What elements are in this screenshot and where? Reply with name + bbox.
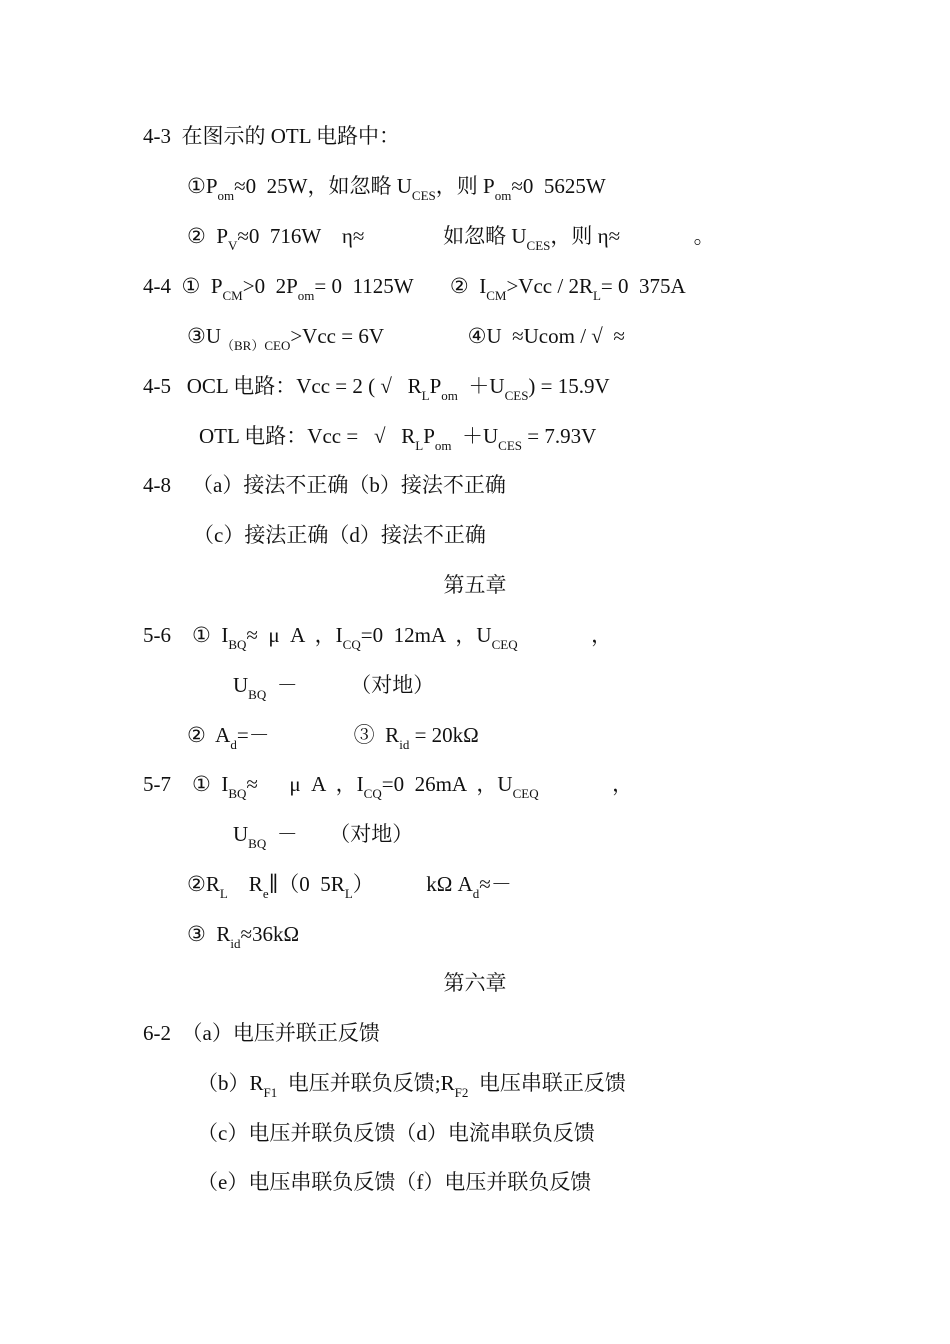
problem-5-7-line-1: 5-7 ① $I_{BQ}\approx$ μ A ，$I_{CQ}=0$ 26mA ，$U_{CEQ}$ ， [143, 772, 634, 801]
problem-5-7-line-4: ③ $R_{id}\approx 36k\Omega$ [187, 922, 300, 951]
problem-4-5-ocl: 4-5 OCL 电路：Vcc = 2 ( √ $R_LP_{om} +U_{CES}) = 15.9V$ [143, 374, 610, 403]
problem-4-8-line-1: 4-8 （a）接法不正确（b）接法不正确 [143, 473, 506, 497]
problem-5-6-line-3: ② $A_d=-$ ③ $R_{id} = 20k\Omega$ [187, 723, 479, 752]
problem-5-6-line-2: $U_{BQ}$ － （对地） [233, 673, 435, 702]
problem-5-7-line-3: $②R_L$ $R_e\parallel(0$ $5R_L$） kΩ $A_d\approx-$ [187, 872, 512, 901]
problem-6-2-line-1: 6-2 （a）电压并联正反馈 [143, 1021, 380, 1045]
problem-4-4-line-2: $③U_{(BR)CEO}>Vcc = 6V$ ④U ≈Ucom / √ ≈ [187, 324, 625, 353]
problem-6-2-line-2: $(b)R_{F1}$ 电压并联负反馈$;R_{F2}$ 电压串联正反馈 [197, 1071, 626, 1100]
problem-6-2-line-4: （e）电压串联负反馈（f）电压并联负反馈 [197, 1170, 592, 1194]
problem-4-3-title: 4-3 在图示的 OTL 电路中： [143, 124, 401, 148]
problem-6-2-line-3: （c）电压并联负反馈（d）电流串联负反馈 [197, 1121, 595, 1145]
chapter-6-heading: 第六章 [443, 971, 507, 995]
chapter-5-heading: 第五章 [443, 573, 507, 597]
problem-4-3-part-2: ② $P_V\approx 0$ 716W η≈ 如忽略 $U_{CES}$，则 η≈ 。 [187, 224, 715, 253]
problem-4-5-otl: OTL 电路：Vcc = √ $R_LP_{om} +U_{CES} = 7.93V$ [199, 424, 597, 453]
problem-4-4-line-1: 4-4 ① $P_{CM}>0$ $2P_{om}= 0$ 1125W ② $I_{CM}>Vcc / 2R_L= 0$ 375A [143, 274, 686, 303]
problem-4-8-line-2: （c）接法正确（d）接法不正确 [193, 523, 486, 547]
problem-4-3-part-1: $①P_{om}\approx 0$ 25W，如忽略 $U_{CES}$，则 $P_{om}\approx 0$ 5625W [187, 174, 606, 203]
problem-5-6-line-1: 5-6 ① $I_{BQ}\approx \mu$ A ，$I_{CQ}=0$ 12mA ，$U_{CEQ}$ ， [143, 623, 613, 652]
problem-5-7-line-2: $U_{BQ}$ － （对地） [233, 822, 414, 851]
